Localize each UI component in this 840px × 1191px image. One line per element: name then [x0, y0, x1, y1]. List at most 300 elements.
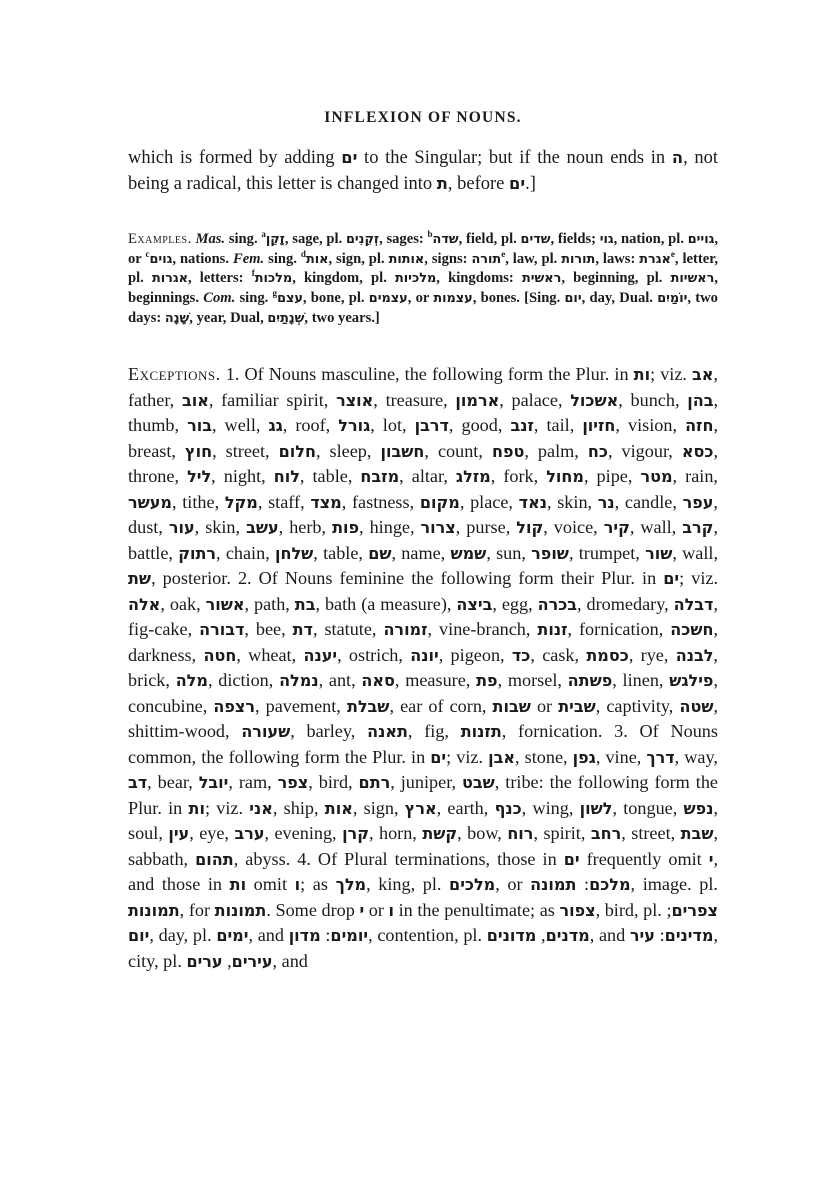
text-run: , cask,	[530, 644, 587, 665]
hebrew-word: חשבון	[380, 441, 425, 461]
text-run: , vine-branch,	[427, 619, 538, 639]
hebrew-word: חזה	[685, 416, 714, 435]
text-run: , earth,	[436, 797, 495, 818]
hebrew-word: ביצה	[456, 594, 493, 614]
text-run: , sabbath,	[128, 823, 718, 869]
hebrew-word: מלכיות	[395, 271, 437, 287]
text-run: , egg,	[492, 593, 538, 614]
hebrew-word: ים	[663, 569, 680, 588]
hebrew-word: מזבח	[360, 467, 400, 486]
text-run: , year, Dual,	[189, 309, 268, 326]
hebrew-word: מלכים	[449, 875, 496, 894]
hebrew-word: ים	[430, 747, 447, 767]
text-run: , sun,	[486, 542, 532, 563]
text-run: , tail,	[533, 415, 583, 435]
text-run: , staff,	[257, 491, 311, 512]
hebrew-word: רוח	[507, 824, 534, 843]
text-run: , brick,	[128, 644, 718, 690]
hebrew-word: עצמים	[368, 291, 408, 307]
text-run: , dromedary,	[577, 593, 674, 614]
text-run: , candle,	[614, 491, 683, 512]
hebrew-word: י	[708, 849, 714, 869]
hebrew-word: עשב	[246, 518, 279, 537]
hebrew-word: מטר	[640, 467, 673, 486]
hebrew-word: אוב	[181, 390, 209, 410]
hebrew-word: כח	[587, 441, 608, 461]
text-run: , pigeon,	[438, 644, 512, 665]
text-run: , nation, pl.	[613, 231, 688, 247]
hebrew-word: שבלת	[346, 696, 390, 716]
text-run: , fig,	[407, 721, 461, 741]
hebrew-word: גג	[268, 416, 283, 435]
text-run: , wall,	[672, 542, 718, 563]
text-run: , not being a radical, this letter is changed into	[128, 148, 719, 194]
text-run: ,	[536, 925, 546, 945]
text-run: , measure,	[394, 670, 477, 690]
hebrew-word: שבות	[492, 696, 531, 716]
hebrew-word: תורה	[471, 251, 502, 267]
hebrew-word: אשור	[205, 594, 245, 614]
text-run: , posterior. 2. Of Nouns feminine the following form their Plur. in	[151, 568, 664, 588]
text-run: , name,	[391, 542, 451, 563]
text-run: ; viz.	[204, 797, 250, 818]
footnote-marker: c	[145, 248, 150, 259]
exceptions-paragraph	[128, 362, 718, 974]
hebrew-word: שופר	[531, 543, 569, 563]
text-run: , pavement,	[254, 695, 347, 716]
text-run: , or	[128, 231, 718, 267]
hebrew-word: תאנה	[367, 722, 408, 741]
hebrew-word: בהן	[687, 390, 714, 410]
examples-paragraph	[128, 230, 718, 329]
hebrew-word: אוצר	[336, 390, 374, 410]
hebrew-word: יענה	[303, 645, 338, 665]
text-run: . Some drop	[266, 899, 360, 920]
hebrew-word: ות	[229, 875, 247, 894]
hebrew-word: ערים	[186, 951, 223, 971]
text-run: , oak,	[160, 593, 206, 614]
intro-paragraph	[128, 145, 718, 197]
hebrew-word: זמורה	[383, 620, 428, 639]
text-run: , field, pl.	[458, 231, 521, 247]
hebrew-word: מעשר	[128, 492, 172, 512]
text-run: , familiar spirit,	[208, 389, 337, 410]
hebrew-word: שדה	[432, 232, 459, 247]
text-run: , darkness,	[128, 619, 719, 665]
text-run: , beginning, pl.	[561, 270, 671, 287]
text-run: , diction,	[207, 670, 280, 690]
hebrew-word: נר	[597, 492, 615, 512]
hebrew-word: דב	[128, 773, 148, 792]
text-run: , street,	[212, 440, 279, 461]
footnote-marker: e	[501, 248, 506, 259]
hebrew-word: זְקֵנִים	[345, 232, 380, 247]
hebrew-word: ים	[563, 849, 580, 869]
hebrew-word: צפור	[559, 900, 596, 920]
text-run: , tithe,	[172, 491, 225, 512]
hebrew-word: דבורה	[199, 620, 245, 639]
hebrew-word: פשתה	[567, 671, 613, 690]
text-run: 1. Of Nouns masculine, the following form the Plur. in	[220, 364, 634, 384]
text-run: , bird,	[308, 772, 359, 792]
footnote-marker: d	[300, 248, 306, 259]
hebrew-word: שעורה	[241, 722, 291, 741]
footnote-marker: e	[670, 248, 675, 259]
footnote-marker: g	[272, 288, 278, 299]
hebrew-word: אות	[324, 798, 353, 818]
text-run: , skin,	[194, 517, 247, 537]
text-run: sing.	[235, 290, 273, 307]
hebrew-word: מלה	[175, 671, 208, 690]
hebrew-word: אותות	[388, 251, 425, 267]
hebrew-word: ימים	[216, 926, 249, 945]
hebrew-word: יום	[564, 291, 582, 307]
hebrew-word: מחול	[546, 467, 584, 486]
hebrew-word: פת	[476, 671, 498, 690]
text-run: , ram,	[228, 772, 278, 792]
text-run: or	[364, 899, 389, 920]
text-run: , good,	[448, 415, 511, 435]
text-run: , letters:	[187, 270, 252, 287]
hebrew-word: סאה	[361, 671, 395, 690]
hebrew-word: כסמת	[586, 645, 629, 665]
text-run: , dust,	[128, 491, 718, 537]
hebrew-word: שבת	[680, 824, 714, 843]
text-run: , linen,	[612, 670, 670, 690]
hebrew-word: מצד	[310, 492, 342, 512]
text-run: :	[320, 925, 331, 945]
hebrew-word: י	[359, 900, 365, 920]
hebrew-word: לשון	[579, 798, 613, 818]
hebrew-word: ארמון	[455, 390, 500, 410]
hebrew-word: דרך	[646, 747, 675, 767]
text-run: , statute,	[312, 619, 384, 639]
hebrew-word: קול	[516, 518, 544, 537]
hebrew-word: ארץ	[404, 798, 437, 818]
text-run: , spirit,	[533, 823, 591, 843]
text-run: , hinge,	[359, 517, 421, 537]
hebrew-word: אגרת	[639, 251, 671, 267]
text-run: , tongue,	[612, 797, 684, 818]
text-run: , soul,	[128, 797, 718, 843]
hebrew-word: ות	[633, 365, 651, 384]
footnote-marker: f	[251, 268, 255, 279]
text-run: , two days:	[128, 290, 718, 326]
text-run: , and	[589, 925, 630, 945]
hebrew-word: מלך	[335, 875, 367, 894]
text-run: , lot,	[370, 415, 415, 435]
text-run: , night,	[211, 466, 274, 486]
text-run: , throne,	[128, 440, 718, 486]
text-run: , palace,	[499, 389, 571, 410]
hebrew-word: בור	[187, 416, 212, 435]
hebrew-word: מלכות	[254, 271, 293, 287]
text-run: , tribe: the following form the Plur. in	[128, 772, 718, 818]
text-run: , signs:	[424, 250, 472, 267]
text-run: , ant,	[318, 670, 362, 690]
hebrew-word: ליל	[187, 467, 212, 486]
text-run: , laws:	[595, 250, 640, 267]
hebrew-word: מדנים	[545, 926, 590, 945]
hebrew-word: מקל	[224, 492, 258, 512]
text-run: , chain,	[216, 542, 275, 563]
hebrew-word: מקום	[419, 492, 460, 512]
hebrew-word: ה	[671, 148, 684, 167]
text-run: , for	[179, 899, 215, 920]
hebrew-word: גויים	[687, 232, 715, 247]
hebrew-word: תזנות	[460, 722, 502, 741]
text-run: , eye,	[189, 823, 235, 843]
text-run: , and	[248, 925, 289, 945]
text-run: ; as	[300, 874, 336, 894]
text-run: , or	[407, 290, 434, 307]
text-run: , path,	[244, 593, 295, 614]
hebrew-word: חוץ	[185, 441, 213, 461]
hebrew-word: גורל	[338, 416, 371, 435]
text-run: , concubine,	[128, 670, 718, 716]
text-run: sing.	[264, 250, 301, 267]
hebrew-word: זנות	[537, 620, 568, 639]
text-run: , abyss. 4. Of Plural terminations, those in	[233, 848, 564, 869]
hebrew-word: מזלג	[455, 467, 491, 486]
hebrew-word: יונה	[410, 645, 439, 665]
hebrew-word: קשת	[422, 824, 458, 843]
text-run: , bow,	[457, 823, 508, 843]
text-run: , juniper,	[390, 772, 463, 792]
text-run: , fastness,	[341, 491, 420, 512]
text-run: or	[530, 695, 559, 716]
text-run: , thumb,	[128, 389, 719, 435]
hebrew-word: עצם	[277, 291, 303, 307]
hebrew-word: רתוק	[178, 543, 217, 563]
hebrew-word: חלום	[278, 441, 316, 461]
hebrew-word: ת	[436, 174, 448, 193]
text-run: , contention, pl.	[368, 925, 487, 945]
hebrew-word: דרבן	[414, 416, 449, 435]
text-run: ; viz.	[446, 746, 489, 767]
hebrew-word: אב	[692, 365, 714, 384]
text-run: , herb,	[278, 517, 333, 537]
text-run: , vision,	[615, 415, 686, 435]
text-run: , day, pl.	[149, 925, 217, 945]
hebrew-word: לבנה	[675, 645, 714, 665]
hebrew-word: ערב	[234, 824, 265, 843]
hebrew-word: קיר	[603, 518, 630, 537]
text-run: , purse,	[455, 517, 517, 537]
text-run: :	[576, 874, 590, 894]
text-run: , fig-cake,	[128, 593, 718, 639]
hebrew-word: עפר	[682, 492, 714, 512]
hebrew-word: פות	[332, 518, 360, 537]
hebrew-word: צרור	[420, 518, 456, 537]
hebrew-word: שת	[128, 569, 152, 588]
text-run: , skin,	[546, 491, 598, 512]
text-run: , morsel,	[497, 670, 568, 690]
hebrew-word: אבן	[488, 747, 516, 767]
text-run: , city, pl.	[128, 925, 719, 971]
hebrew-word: עור	[168, 518, 195, 537]
text-run: , breast,	[128, 415, 718, 461]
hebrew-word: שָׁנָה	[164, 310, 190, 326]
text-run: , father,	[128, 364, 718, 410]
hebrew-word: פילגש	[669, 671, 714, 690]
hebrew-word: שטה	[679, 696, 714, 716]
gender-label: Mas.	[195, 231, 226, 247]
text-run: , sign, pl.	[328, 250, 389, 267]
text-run: , ostrich,	[337, 644, 411, 665]
hebrew-word: נפש	[683, 798, 714, 818]
text-run: , two years.]	[304, 309, 380, 326]
hebrew-word: ים	[341, 148, 358, 167]
text-run: , sage, pl.	[284, 231, 346, 247]
text-run: , before	[447, 174, 509, 194]
hebrew-word: תמונות	[214, 900, 267, 920]
text-run: , battle,	[128, 517, 718, 563]
hebrew-word: ו	[388, 900, 395, 920]
hebrew-word: יום	[128, 926, 150, 945]
hebrew-word: אני	[249, 798, 273, 818]
text-run: , vine,	[595, 746, 647, 767]
examples-label: Examples.	[128, 231, 192, 247]
text-run: , place,	[459, 491, 519, 512]
text-run: , image. pl.	[630, 874, 718, 894]
text-run: .]	[525, 174, 536, 194]
hebrew-word: גוי	[599, 232, 614, 247]
text-run: , voice,	[543, 517, 604, 537]
text-run: , letter, pl.	[128, 250, 718, 287]
text-run: , rye,	[628, 644, 676, 665]
text-run: , bone, pl.	[302, 290, 369, 307]
text-run: , altar,	[399, 466, 456, 486]
text-run: , trumpet,	[568, 542, 646, 563]
hebrew-word: זנב	[510, 416, 534, 435]
text-run: , and those in	[128, 848, 718, 894]
text-run: , way,	[674, 746, 718, 767]
hebrew-word: אלה	[128, 594, 161, 614]
hebrew-word: טפח	[491, 441, 525, 461]
text-run: , wing,	[521, 797, 580, 818]
text-run: , horn,	[368, 823, 423, 843]
hebrew-word: קרב	[682, 518, 714, 537]
gender-label: Com.	[203, 290, 236, 307]
text-run: , bee,	[244, 619, 293, 639]
hebrew-word: רצפה	[213, 696, 255, 716]
hebrew-word: שבית	[558, 696, 596, 716]
hebrew-word: מדונים	[486, 926, 537, 945]
text-run: , sages:	[379, 231, 428, 247]
text-run: omit	[246, 874, 295, 894]
text-run: , table,	[313, 542, 369, 563]
hebrew-word: ות	[188, 798, 205, 818]
text-run: , shittim-wood,	[128, 695, 718, 741]
hebrew-word: שבט	[462, 773, 495, 792]
hebrew-word: שְׁנָתַיִם	[267, 310, 305, 326]
text-run: ;	[666, 899, 672, 920]
text-run: , street,	[621, 823, 681, 843]
hebrew-word: רחב	[590, 824, 622, 843]
text-run: , roof,	[282, 415, 339, 435]
hebrew-word: בכרה	[537, 594, 578, 614]
hebrew-word: כנף	[494, 798, 522, 818]
text-run: ,	[222, 950, 232, 971]
hebrew-word: שם	[368, 543, 392, 563]
hebrew-word: גפן	[572, 747, 596, 767]
hebrew-word: דבלה	[673, 594, 714, 614]
hebrew-word: יוֹמַיִם	[657, 291, 688, 307]
text-run: ; viz.	[679, 568, 718, 588]
text-run: , beginnings.	[128, 270, 719, 307]
hebrew-word: קרן	[342, 824, 369, 843]
hebrew-word: תורות	[561, 251, 596, 267]
text-run: , sleep,	[315, 440, 381, 461]
text-run: , fornication. 3. Of Nouns common, the following form the Plur. in	[128, 721, 718, 767]
hebrew-word: מלכם	[589, 875, 631, 894]
text-run: , fork,	[490, 466, 547, 486]
text-run: , ship,	[272, 797, 325, 818]
footnote-marker: a	[261, 229, 266, 240]
text-run: , fields;	[550, 231, 600, 247]
hebrew-word: יובל	[198, 773, 229, 792]
text-run: :	[654, 925, 665, 945]
text-run: , day, Dual.	[581, 290, 658, 307]
hebrew-word: עין	[168, 824, 190, 843]
hebrew-word: עיר	[629, 926, 655, 945]
text-run: , wheat,	[236, 644, 304, 665]
hebrew-word: עירים	[231, 951, 273, 971]
text-run: , nations.	[172, 250, 233, 267]
hebrew-word: ים	[509, 174, 526, 193]
hebrew-word: אשכול	[570, 390, 619, 410]
hebrew-word: כד	[511, 645, 531, 665]
text-run: ; viz.	[650, 364, 693, 384]
text-run: to the Singular; but if the noun ends in	[357, 148, 672, 168]
text-run: , evening,	[264, 823, 343, 843]
hebrew-word: לוח	[273, 467, 300, 486]
hebrew-word: חטה	[203, 645, 237, 665]
hebrew-word: זָקֵן	[265, 232, 285, 247]
text-run: , palm,	[524, 440, 588, 461]
text-run: , bear,	[147, 772, 199, 792]
hebrew-word: שדים	[520, 232, 551, 247]
text-run: , kingdom, pl.	[292, 270, 396, 287]
hebrew-word: ו	[294, 875, 301, 894]
hebrew-word: תמונות	[128, 900, 180, 920]
text-run: , stone,	[515, 746, 573, 767]
hebrew-word: רתם	[358, 773, 391, 792]
text-run: , well,	[211, 415, 269, 435]
footnote-marker: b	[427, 229, 433, 240]
text-run: in the penultimate; as	[394, 899, 560, 920]
hebrew-word: נאד	[518, 492, 547, 512]
text-run: , or	[495, 874, 531, 894]
text-run: , treasure,	[373, 389, 456, 410]
hebrew-word: דת	[292, 620, 313, 639]
hebrew-word: שלחן	[275, 543, 314, 563]
hebrew-word: שמש	[450, 543, 487, 563]
running-header: INFLEXION OF NOUNS.	[324, 109, 522, 126]
hebrew-word: שור	[645, 543, 673, 563]
hebrew-word: בת	[294, 594, 316, 614]
text-run: frequently omit	[579, 848, 709, 869]
hebrew-word: יומים	[330, 926, 369, 945]
hebrew-word: נמלה	[279, 671, 319, 690]
hebrew-word: ראשיות	[670, 271, 715, 287]
text-run: , fornication,	[567, 619, 671, 639]
hebrew-word: אגרות	[152, 271, 188, 287]
gender-label: Fem.	[232, 250, 265, 267]
text-run: , bird, pl.	[595, 899, 667, 920]
text-run: , pipe,	[583, 466, 641, 486]
